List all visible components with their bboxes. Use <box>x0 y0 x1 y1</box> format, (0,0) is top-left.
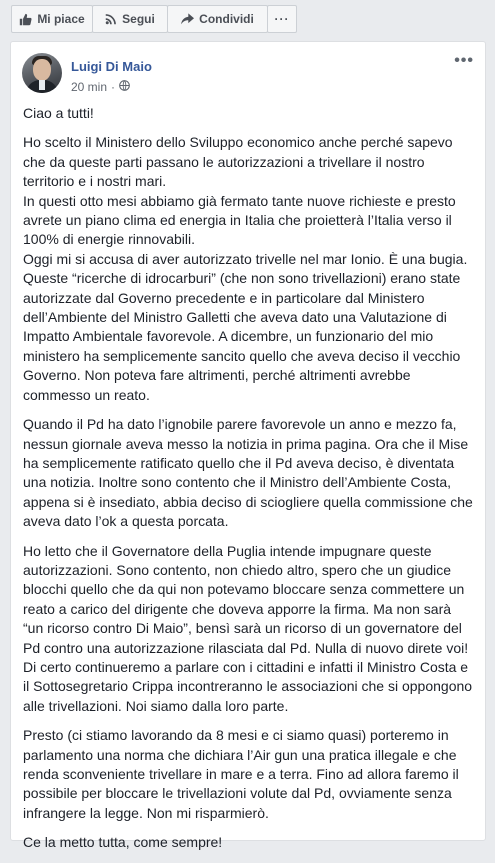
post-text-line: il Sottosegretario Crippa incontreranno le associazioni che si oppongono <box>23 678 473 695</box>
page-action-bar <box>0 0 495 40</box>
post-text-line: reato a carico del dirigente che doveva apporre la firma. Ma non sarà <box>23 600 452 617</box>
post-paragraph <box>23 104 475 123</box>
post-card <box>10 41 486 851</box>
post-text-line: Governo. Non poteva fare altrimenti, perché altrimenti avrebbe <box>23 367 411 384</box>
post-text-line: In questi otto mesi abbiamo già fermato tante nuove richieste e presto <box>23 192 456 209</box>
post-text-line: ha semplicemente ratificato quello che il Pd aveva deciso, è diventata <box>23 454 455 471</box>
post-text-line: autorizzate dal Governo precedente e in particolare dal Ministero <box>23 289 425 306</box>
post-text-line: “un ricorso contro Di Maio”, bensì sarà un ricorso di un governatore del <box>23 620 462 637</box>
follow-label: Segui <box>122 12 155 26</box>
post-text-line: dell’Ambiente del Ministro Galletti che aveva dato una Valutazione di <box>23 309 447 326</box>
post-text-line: commesso un reato. <box>23 386 150 403</box>
like-button[interactable] <box>11 5 93 33</box>
post-paragraph <box>23 133 475 405</box>
post-text-line: Queste “ricerche di idrocarburi” (che non sono trivellazioni) erano state <box>23 270 461 287</box>
post-meta <box>71 80 130 94</box>
post-text-line: che da queste parti passano le autorizzazioni a trivellare il nostro <box>23 153 425 170</box>
thumbs-up-icon <box>19 13 32 26</box>
follow-button[interactable] <box>92 5 168 33</box>
post-timestamp[interactable]: 20 min <box>71 80 108 94</box>
post-text-line: blocchi quello che da qui non potevamo bloccare senza commettere un <box>23 581 465 598</box>
post-text-line: appena si è insediato, abbia deciso di sciogliere quella commissione che <box>23 493 473 510</box>
post-text-line: avrete un piano clima ed energia in Italia che proietterà l’Italia verso il <box>23 212 452 229</box>
post-text-line: aveva dato l’ok a questa porcata. <box>23 513 229 530</box>
post-options-icon[interactable]: ••• <box>454 52 474 69</box>
post-text-line: autorizzazioni. Sono contento, non chiedo altro, spero che un giudice <box>23 561 452 578</box>
post-text-line: Presto (ci stiamo lavorando da 8 mesi e ci siamo quasi) porteremo in <box>23 727 449 744</box>
post-text-line: possibile per bloccare le trivellazioni volute dal Pd, ovviamente senza <box>23 785 452 802</box>
more-label: ··· <box>274 12 290 26</box>
post-text-line: Pd contro una autorizzazione rilasciata dal Pd. Nulla di nuovo direte voi! <box>23 639 469 656</box>
post-text-line: Impatto Ambientale favorevole. A dicembre, un funzionario del mio <box>23 328 434 345</box>
post-text-line: Ho scelto il Ministero dello Sviluppo economico anche perché sapevo <box>23 134 453 151</box>
share-button[interactable] <box>167 5 268 33</box>
more-options-button[interactable] <box>267 5 297 33</box>
post-text-line: nessun giornale aveva messo la notizia in prima pagina. Ora che il Mise <box>23 435 469 452</box>
post-text-line: alle trivellazioni. Noi siamo dalla loro parte. <box>23 697 289 714</box>
post-text-line: Ce la metto tutta, come sempre! <box>23 834 223 851</box>
post-text-line: territorio e i nostri mari. <box>23 173 167 190</box>
post-text-line: infrangere la legge. Non mi risparmierò. <box>23 804 269 821</box>
post-text-line: parlamento una norma che dichiara l’Air gun una pratica illegale e che <box>23 746 457 763</box>
like-label: Mi piace <box>37 12 85 26</box>
post-text-line: Di certo continueremo a parlare con i cittadini e infatti il Ministro Costa e <box>23 658 469 675</box>
share-label: Condividi <box>199 12 254 26</box>
post-text-line: Ciao a tutti! <box>23 105 94 121</box>
post-text-line: ministero ha semplicemente sancito quello che aveva deciso il vecchio <box>23 347 461 364</box>
post-text-line: una notizia. Inoltre sono contento che il Ministro dell’Ambiente Costa, <box>23 474 452 491</box>
post-text-line: renda sconveniente trivellare in mare e a terra. Fino ad allora faremo il <box>23 766 459 782</box>
post-text-line: Quando il Pd ha dato l’ignobile parere favorevole un anno e mezzo fa, <box>23 416 457 433</box>
share-arrow-icon <box>181 13 194 25</box>
post-text-line: Oggi mi si accusa di aver autorizzato trivelle nel mar Ionio. È una bugia. <box>23 250 468 267</box>
rss-icon <box>105 13 117 25</box>
post-text <box>23 104 475 863</box>
post-paragraph <box>23 833 475 852</box>
post-text-line: Ho letto che il Governatore della Puglia intende impugnare queste <box>23 542 432 559</box>
globe-icon <box>119 80 130 94</box>
post-author[interactable]: Luigi Di Maio <box>71 59 152 74</box>
post-paragraph <box>23 542 475 717</box>
post-paragraph <box>23 726 475 823</box>
post-text-line: 100% di energie rinnovabili. <box>23 231 195 248</box>
meta-separator: · <box>111 80 116 94</box>
post-paragraph <box>23 415 475 531</box>
avatar[interactable] <box>22 53 62 93</box>
